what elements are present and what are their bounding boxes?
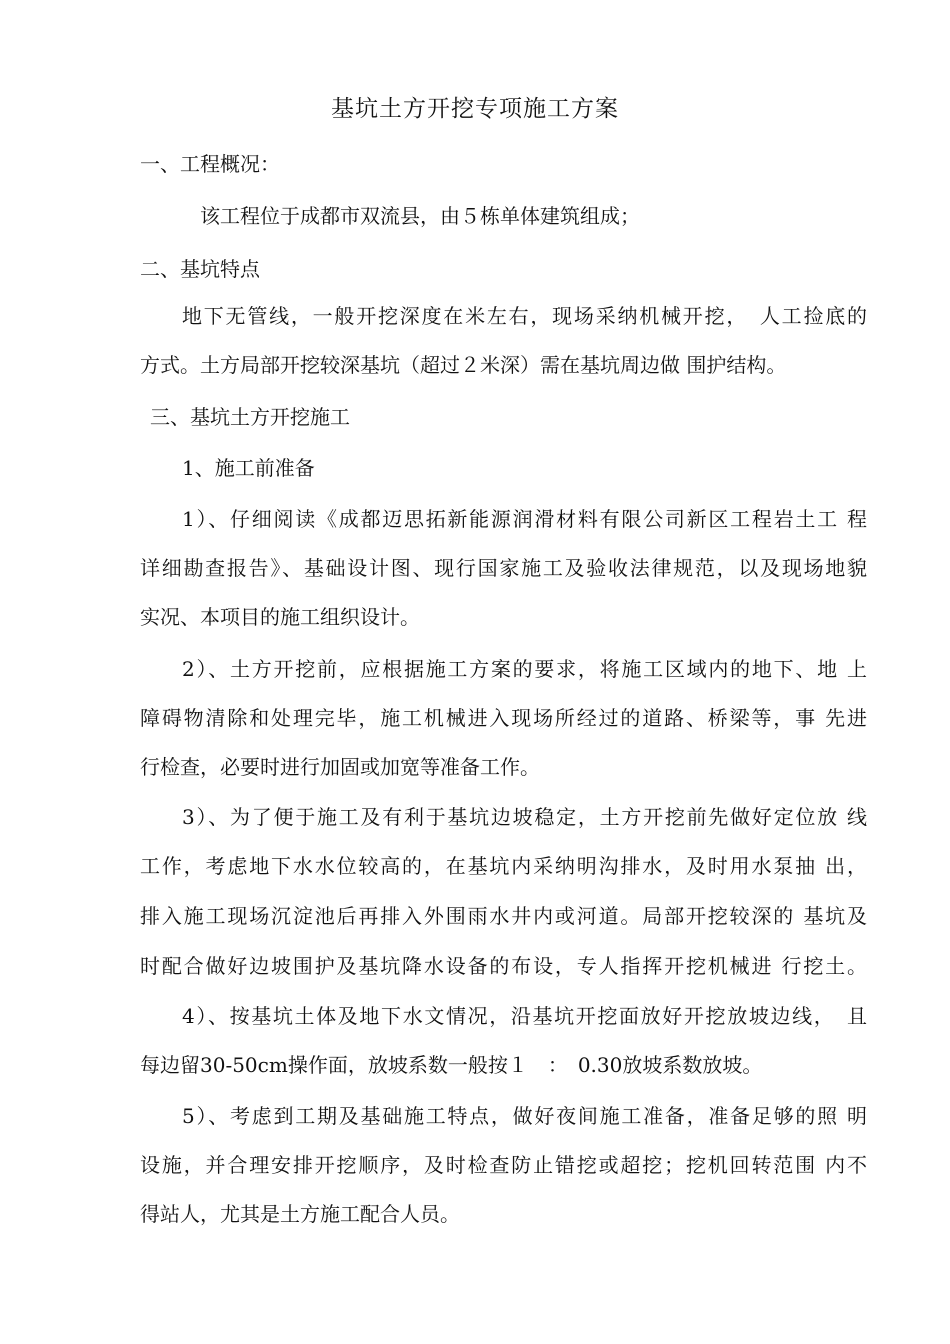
subsection-heading-preparation: 1、施工前准备 [182, 456, 315, 480]
paragraph-line: 得站人，尤其是土方施工配合人员。 [140, 1202, 460, 1226]
paragraph-line: 4）、按基坑土体及地下水文情况，沿基坑开挖面放好开挖放坡边线， 且 [182, 1004, 867, 1028]
paragraph-line: 详细勘查报告》、基础设计图、现行国家施工及验收法律规范，以及现场地貌 [140, 556, 867, 580]
paragraph-line: 5）、考虑到工期及基础施工特点，做好夜间施工准备，准备足够的照 明 [182, 1104, 867, 1128]
paragraph-line: 方式。土方局部开挖较深基坑（超过２米深）需在基坑周边做 围护结构。 [140, 353, 787, 377]
paragraph-line: 行检查，必要时进行加固或加宽等准备工作。 [140, 755, 540, 779]
paragraph-line: 排入施工现场沉淀池后再排入外围雨水井内或河道。局部开挖较深的 基坑及 [140, 904, 867, 928]
paragraph-line: 实况、本项目的施工组织设计。 [140, 605, 420, 629]
section-heading-overview: 一、工程概况： [140, 152, 280, 176]
section-heading-excavation: 三、基坑土方开挖施工 [150, 405, 350, 429]
paragraph-line: 时配合做好边坡围护及基坑降水设备的布设，专人指挥开挖机械进 行挖土。 [140, 954, 867, 978]
paragraph-line: 工作，考虑地下水水位较高的，在基坑内采纳明沟排水，及时用水泵抽 出， [140, 854, 867, 878]
paragraph-line: 每边留30-50cm操作面，放坡系数一般按１ ： 0.30放坡系数放坡。 [140, 1053, 763, 1077]
paragraph-line: 设施，并合理安排开挖顺序，及时检查防止错挖或超挖；挖机回转范围 内不 [140, 1153, 867, 1177]
paragraph-line: 地下无管线，一般开挖深度在米左右，现场采纳机械开挖， 人工捡底的 [182, 304, 867, 328]
paragraph-line: 该工程位于成都市双流县，由５栋单体建筑组成； [200, 204, 640, 228]
document-title: 基坑土方开挖专项施工方案 [331, 96, 619, 122]
section-heading-pit-features: 二、基坑特点 [140, 257, 260, 281]
paragraph-line: 3）、为了便于施工及有利于基坑边坡稳定，土方开挖前先做好定位放 线 [182, 805, 867, 829]
paragraph-line: 2）、土方开挖前，应根据施工方案的要求，将施工区域内的地下、地 上 [182, 657, 867, 681]
paragraph-line: 1）、仔细阅读《成都迈思拓新能源润滑材料有限公司新区工程岩土工 程 [182, 507, 867, 531]
paragraph-line: 障碍物清除和处理完毕，施工机械进入现场所经过的道路、桥梁等，事 先进 [140, 706, 867, 730]
